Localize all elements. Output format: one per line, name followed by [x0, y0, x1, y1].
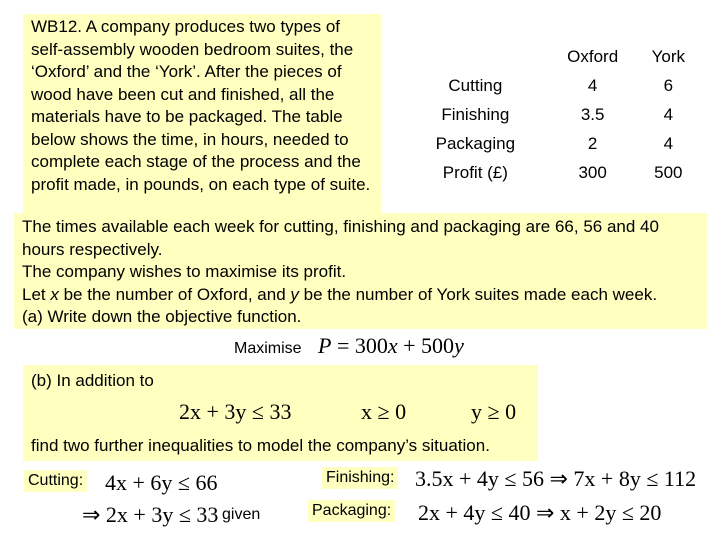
time-profit-table	[410, 42, 700, 187]
table-row	[410, 71, 700, 100]
inequality-given-3: y ≥ 0	[471, 399, 517, 424]
part-b-question: find two further inequalities to model the company’s situation.	[31, 436, 490, 455]
table-header-cell: York	[651, 46, 686, 66]
table-header-cell: Oxford	[567, 46, 619, 66]
cutting-simplified-inequality: ⇒ 2x + 3y ≤ 33	[82, 502, 219, 527]
table-row-label: Profit (£)	[442, 162, 508, 182]
inequality-given-2: x ≥ 0	[361, 399, 407, 424]
table-row	[410, 100, 700, 129]
table-cell: 4	[587, 75, 598, 95]
table-header-row	[410, 42, 700, 71]
table-cell: 4	[663, 133, 674, 153]
problem-intro-text: WB12. A company produces two types of self-assembly wooden bedroom suites, the ‘Oxford’ and the ‘York’. After the pieces of wood have been cut and finished, all the materials have to be packaged. The table below shows the time, in hours, needed to complete each stage of the process and the profit made, in pounds, on each type of suite.	[31, 17, 371, 194]
part-b-intro: (b) In addition to	[31, 371, 154, 390]
paragraph-maximise: The company wishes to maximise its profit.	[22, 262, 347, 281]
table-row	[410, 158, 700, 187]
cutting-label: Cutting:	[24, 470, 87, 492]
finishing-inequality: 3.5x + 4y ≤ 56 ⇒ 7x + 8y ≤ 112	[415, 466, 697, 491]
table-row	[410, 129, 700, 158]
paragraph-times: The times available each week for cutting, finishing and packaging are 66, 56 and 40 hours respectively.	[22, 217, 659, 259]
table-cell: 6	[663, 75, 674, 95]
part-b-box	[23, 365, 538, 461]
table-cell: 3.5	[580, 104, 605, 124]
table-header-cell	[410, 42, 549, 71]
given-note: given	[222, 506, 261, 523]
finishing-label: Finishing:	[322, 467, 398, 489]
cutting-inequality: 4x + 6y ≤ 66	[105, 470, 218, 495]
objective-function: P = 300x + 500y	[318, 333, 464, 358]
inequality-given-1: 2x + 3y ≤ 33	[179, 399, 292, 424]
packaging-inequality: 2x + 4y ≤ 40 ⇒ x + 2y ≤ 20	[418, 500, 662, 525]
table-cell: 300	[578, 162, 607, 182]
packaging-label: Packaging:	[308, 500, 395, 522]
problem-intro-box	[23, 14, 381, 214]
paragraph-variables: Let x be the number of Oxford, and y be the number of York suites made each week.	[22, 284, 658, 304]
table-row-label: Cutting	[448, 75, 503, 95]
table-cell: 2	[587, 133, 598, 153]
problem-paragraph-box	[14, 213, 707, 329]
table-cell: 500	[654, 162, 683, 182]
maximise-label: Maximise	[234, 340, 302, 357]
table-row-label: Packaging	[435, 133, 516, 153]
table-cell: 4	[663, 104, 674, 124]
part-a-question: (a) Write down the objective function.	[22, 307, 302, 326]
table-row-label: Finishing	[441, 104, 510, 124]
